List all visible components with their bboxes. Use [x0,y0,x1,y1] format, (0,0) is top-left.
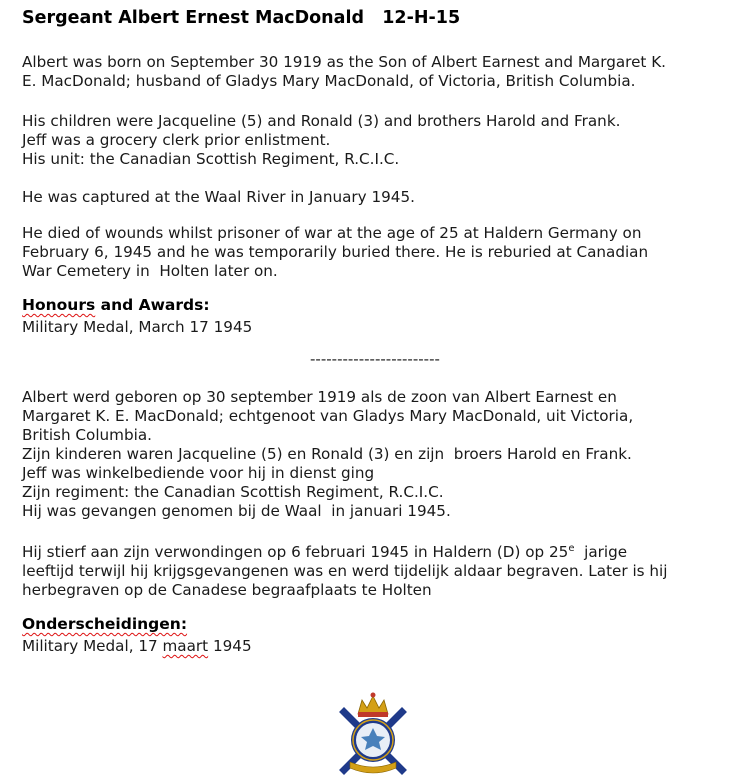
section-separator: ------------------------ [310,350,440,368]
dutch-honours-text [22,637,722,656]
text-line: War Cemetery in Holten later on. [22,262,278,280]
text-line: Jeff was a grocery clerk prior enlistment. [22,131,331,149]
text-line [22,543,722,562]
honours-text [22,318,722,337]
text-line: Jeff was winkelbediende voor hij in dienst ging [22,464,375,482]
honours-heading [22,296,210,315]
regiment-crest-icon [334,690,412,776]
text-line: herbegraven op de Canadese begraafplaats te Holten [22,581,432,599]
text-line: Military Medal, March 17 1945 [22,318,253,336]
text-line: His children were Jacqueline (5) and Ronald (3) and brothers Harold and Frank. [22,112,621,130]
dutch-bio-paragraph [22,388,722,521]
crest-scroll [350,762,396,773]
text-line: Zijn regiment: the Canadian Scottish Regiment, R.C.I.C. [22,483,444,501]
dutch-death-paragraph [22,543,722,600]
medal-month: maart [162,637,209,655]
dutch-honours-heading-word: Onderscheidingen: [22,615,188,633]
crown-icon [358,693,388,718]
honours-heading-rest: and Awards: [95,296,210,314]
text-line: E. MacDonald; husband of Gladys Mary MacDonald, of Victoria, British Columbia. [22,72,636,90]
text-line: His unit: the Canadian Scottish Regiment, R.C.I.C. [22,150,400,168]
english-birth-paragraph [22,53,722,91]
text-line: Albert werd geboren op 30 september 1919 als de zoon van Albert Earnest en [22,388,617,406]
text-line: British Columbia. [22,426,152,444]
text-line: leeftijd terwijl hij krijgsgevangenen was en werd tijdelijk aldaar begraven. Later is hij [22,562,668,580]
text-line: Albert was born on September 30 1919 as the Son of Albert Earnest and Margaret K. [22,53,666,71]
text-line: Zijn kinderen waren Jacqueline (5) en Ronald (3) en zijn broers Harold en Frank. [22,445,632,463]
death-line-text: Hij stierf aan zijn verwondingen op 6 februari 1945 in Haldern (D) op 25 [22,543,569,561]
text-line: Margaret K. E. MacDonald; echtgenoot van Gladys Mary MacDonald, uit Victoria, [22,407,634,425]
death-line-text: jarige [574,543,628,561]
english-family-paragraph [22,112,722,169]
text-line: He died of wounds whilst prisoner of war at the age of 25 at Haldern Germany on [22,224,642,242]
page-title: Sergeant Albert Ernest MacDonald 12-H-15 [22,8,461,28]
medal-text: Military Medal, 17 [22,637,163,655]
ordinal-superscript: e [568,542,575,554]
text-line: He was captured at the Waal River in January 1945. [22,188,415,206]
text-line [22,637,722,656]
english-death-paragraph [22,224,722,281]
honours-heading-word: Honours [22,296,96,314]
english-captured-paragraph [22,188,722,207]
text-line: Hij was gevangen genomen bij de Waal in januari 1945. [22,502,451,520]
text-line: February 6, 1945 and he was temporarily buried there. He is reburied at Canadian [22,243,649,261]
dutch-honours-heading [22,615,187,634]
medal-year: 1945 [208,637,252,655]
